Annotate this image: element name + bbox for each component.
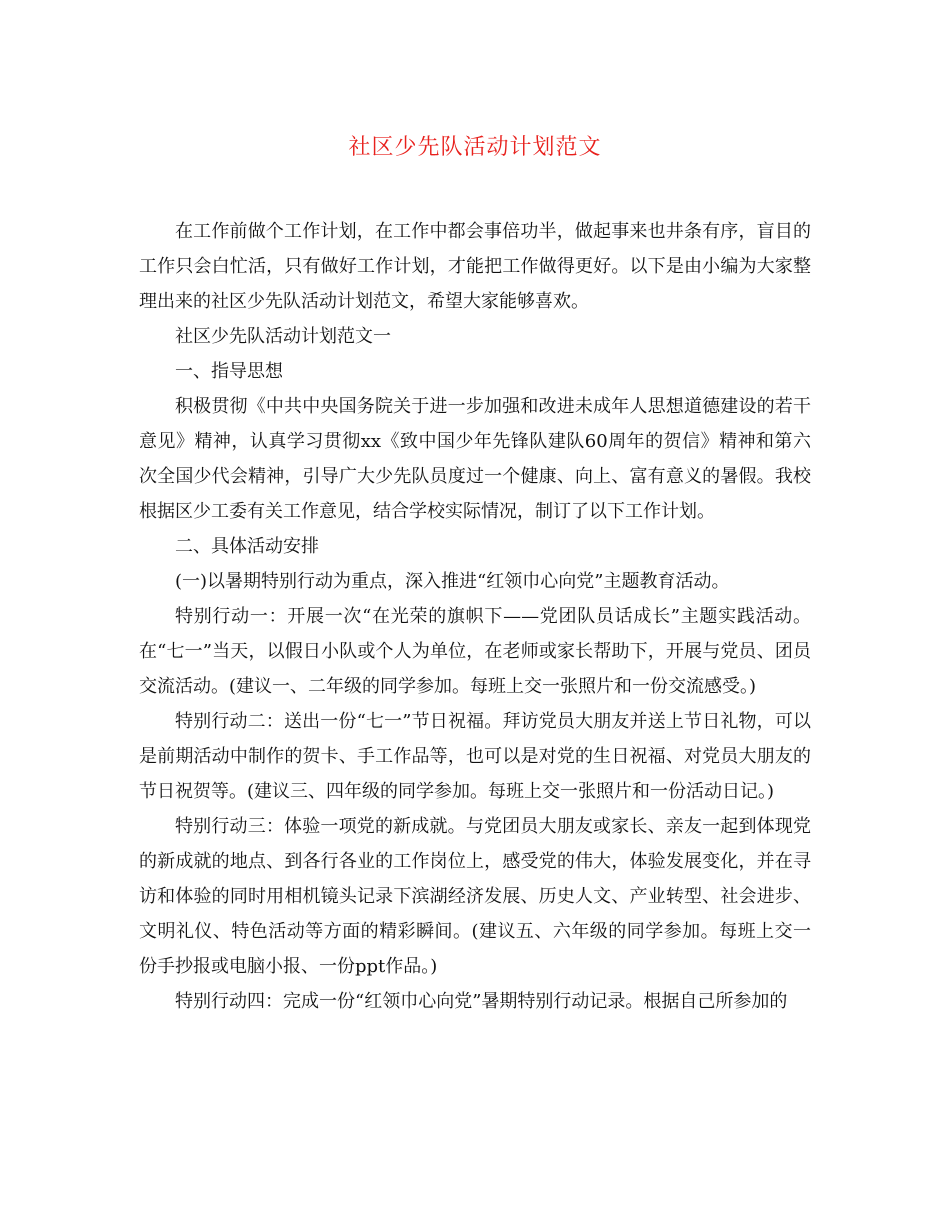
paragraph-special-action-four: 特别行动四：完成一份“红领巾心向党”暑期特别行动记录。根据自己所参加的: [175, 991, 788, 1012]
paragraph-special-action-two: 特别行动二：送出一份“七一”节日祝福。拜访党员大朋友并送上节日礼物，可以是前期活动中制作的贺卡、手工作品等，也可以是对党的生日祝福、对党员大朋友的节日祝贺等。(建议三、四年级的同学参加。每班上交一张照片和一份活动日记。): [139, 711, 811, 802]
paragraph-guiding-ideology: 积极贯彻《中共中央国务院关于进一步加强和改进未成年人思想道德建设的若干意见》精神，认真学习贯彻xx《致中国少年先锋队建队60周年的贺信》精神和第六次全国少代会精神，引导广大少先队员度过一个健康、向上、富有意义的暑假。我校根据区少工委有关工作意见，结合学校实际情况，制订了以下工作计划。: [139, 396, 811, 522]
paragraph-activity-focus: (一)以暑期特别行动为重点，深入推进“红领巾心向党”主题教育活动。: [175, 571, 730, 592]
paragraph-heading-activities: 二、具体活动安排: [175, 536, 319, 557]
paragraph-intro: 在工作前做个工作计划，在工作中都会事倍功半，做起事来也井条有序，盲目的工作只会白忙活，只有做好工作计划，才能把工作做得更好。以下是由小编为大家整理出来的社区少先队活动计划范文，希望大家能够喜欢。: [139, 221, 811, 312]
document-title: 社区少先队活动计划范文: [348, 135, 602, 160]
paragraph-special-action-one: 特别行动一：开展一次“在光荣的旗帜下——党团队员话成长”主题实践活动。在“七一”当天，以假日小队或个人为单位，在老师或家长帮助下，开展与党员、团员交流活动。(建议一、二年级的同学参加。每班上交一张照片和一份交流感受。): [139, 606, 811, 697]
paragraph-heading-guiding-ideology: 一、指导思想: [175, 361, 283, 382]
paragraph-heading-plan-one: 社区少先队活动计划范文一: [175, 326, 391, 347]
paragraph-special-action-three: 特别行动三：体验一项党的新成就。与党团员大朋友或家长、亲友一起到体现党的新成就的地点、到各行各业的工作岗位上，感受党的伟大，体验发展变化，并在寻访和体验的同时用相机镜头记录下滨湖经济发展、历史人文、产业转型、社会进步、文明礼仪、特色活动等方面的精彩瞬间。(建议五、六年级的同学参加。每班上交一份手抄报或电脑小报、一份ppt作品。): [139, 816, 811, 977]
document-body: [139, 214, 811, 1019]
